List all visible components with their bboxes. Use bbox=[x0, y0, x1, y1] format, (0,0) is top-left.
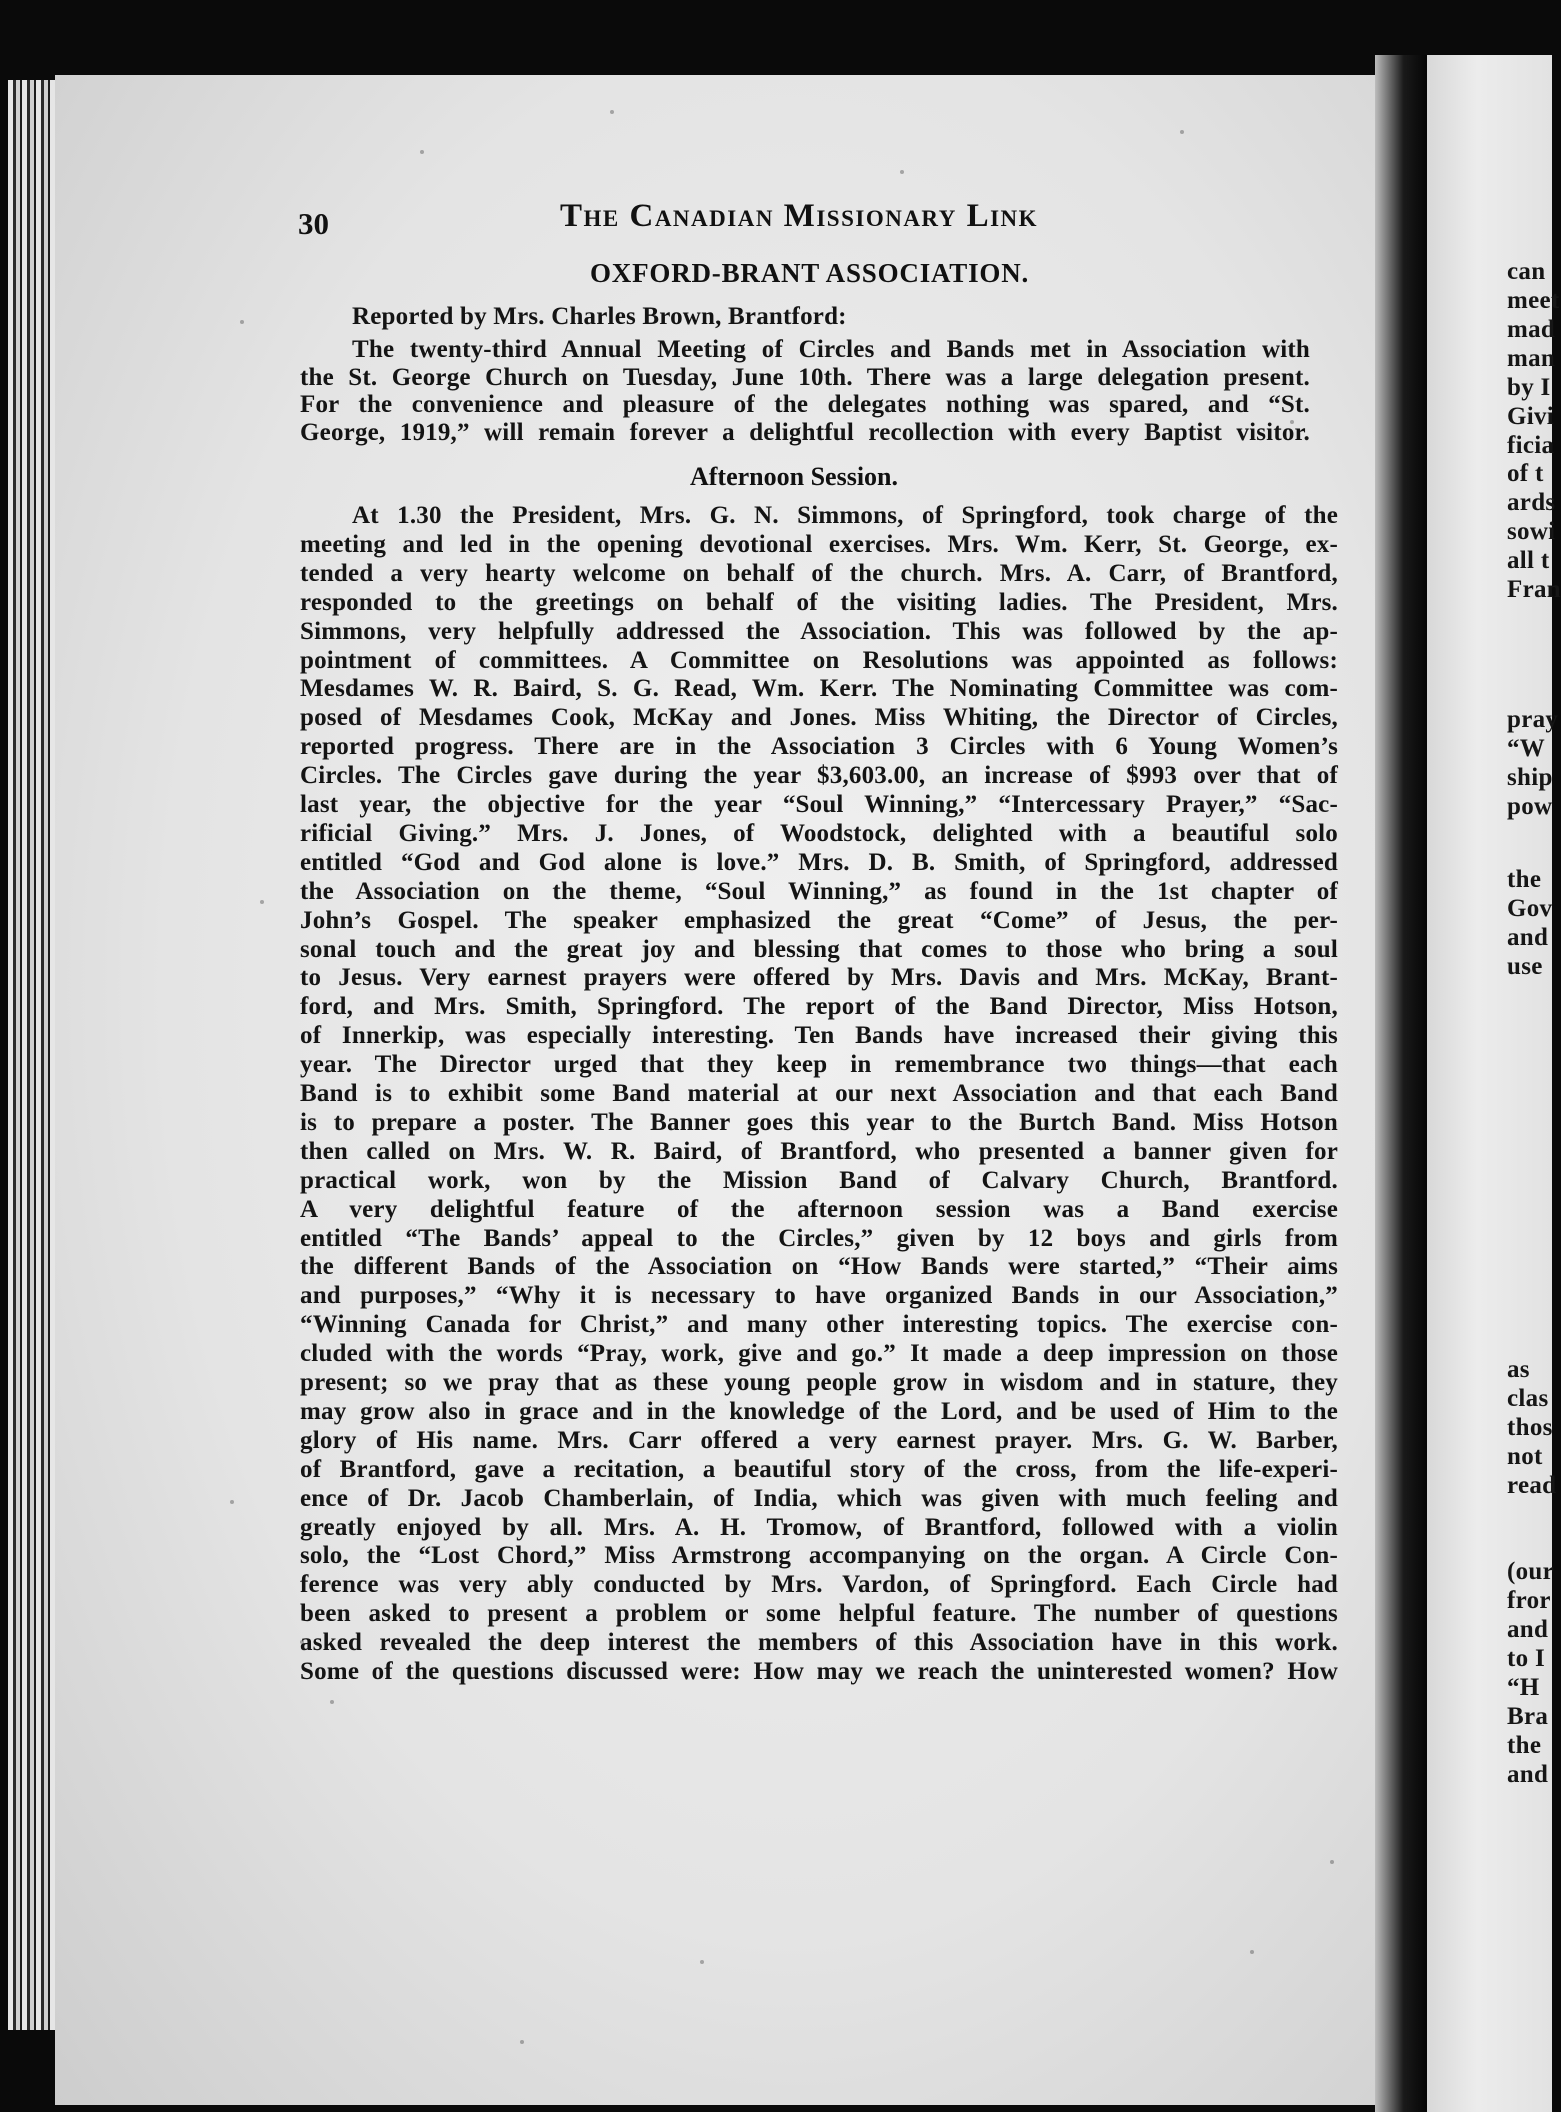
intro_lines-line: For the convenience and pleasure of the delegates nothing was spared, and “St. bbox=[300, 391, 1310, 418]
right-page-word: use bbox=[1507, 953, 1543, 980]
right-page-word: ards bbox=[1507, 489, 1556, 516]
scan-speck bbox=[260, 900, 264, 904]
body_lines-line: been asked to present a problem or some helpful feature. The number of questions bbox=[300, 1600, 1338, 1628]
body_lines-line: A very delightful feature of the afternoon session was a Band exercise bbox=[300, 1195, 1338, 1223]
right-page-word: of t bbox=[1507, 460, 1544, 487]
scan-speck bbox=[300, 1640, 304, 1644]
body_lines-line: asked revealed the deep interest the members of this Association have in this work. bbox=[300, 1629, 1338, 1657]
right-page-word: thos bbox=[1507, 1414, 1553, 1441]
right-page-word: (our bbox=[1507, 1558, 1555, 1585]
intro_lines-line: the St. George Church on Tuesday, June 10th. There was a large delegation present. bbox=[300, 363, 1310, 391]
body_lines-line: the Association on the theme, “Soul Winning,” as found in the 1st chapter of bbox=[300, 877, 1338, 905]
body_lines-line: rificial Giving.” Mrs. J. Jones, of Woodstock, delighted with a beautiful solo bbox=[300, 819, 1338, 847]
scan-speck bbox=[1290, 420, 1294, 424]
body_lines-line: may grow also in grace and in the knowledge of the Lord, and be used of Him to the bbox=[300, 1397, 1338, 1425]
body_lines-line: the different Bands of the Association on “How Bands were started,” “Their aims bbox=[300, 1253, 1338, 1281]
body_lines-line: ford, and Mrs. Smith, Springford. The report of the Band Director, Miss Hotson, bbox=[300, 993, 1338, 1021]
scan-speck bbox=[420, 150, 424, 154]
body_lines-line: last year, the objective for the year “Soul Winning,” “Intercessary Prayer,” “Sac- bbox=[300, 791, 1338, 818]
right-page-word: “W bbox=[1507, 735, 1546, 762]
right-page-word: “H bbox=[1507, 1674, 1540, 1701]
body_lines-line: pointment of committees. A Committee on Resolutions was appointed as follows: bbox=[300, 646, 1338, 674]
scan-speck bbox=[330, 1700, 334, 1704]
scan-speck bbox=[700, 1960, 704, 1964]
body_lines-line: ence of Dr. Jacob Chamberlain, of India, which was given with much feeling and bbox=[300, 1484, 1338, 1512]
right-page-word: pow bbox=[1507, 793, 1553, 820]
body_lines-line: of Brantford, gave a recitation, a beautiful story of the cross, from the life-experi- bbox=[300, 1455, 1338, 1483]
scan-speck bbox=[1250, 1950, 1254, 1954]
right-page-word: by I bbox=[1507, 374, 1551, 401]
right-page-word: mad bbox=[1507, 316, 1556, 343]
scan-speck bbox=[1300, 1010, 1304, 1014]
intro_lines-line: The twenty-third Annual Meeting of Circles and Bands met in Association with bbox=[352, 336, 1310, 363]
reporter-line: Reported by Mrs. Charles Brown, Brantford: bbox=[352, 303, 847, 330]
scan-speck bbox=[1180, 130, 1184, 134]
right-page-word: man bbox=[1507, 345, 1556, 372]
body_lines-line: cluded with the words “Pray, work, give and go.” It made a deep impression on those bbox=[300, 1340, 1338, 1368]
body_lines-line: Some of the questions discussed were: How may we reach the uninterested women? How bbox=[300, 1658, 1338, 1685]
right-page-word: clas bbox=[1507, 1385, 1549, 1412]
body_lines-line: Simmons, very helpfully addressed the Association. This was followed by the ap- bbox=[300, 617, 1338, 645]
body_lines-line: of Innerkip, was especially interesting. Ten Bands have increased their giving this bbox=[300, 1022, 1338, 1050]
body_lines-line: Mesdames W. R. Baird, S. G. Read, Wm. Kerr. The Nominating Committee was com- bbox=[300, 675, 1338, 703]
right-page-word: and bbox=[1507, 1761, 1549, 1788]
right-page-word: fror bbox=[1507, 1587, 1551, 1614]
body_lines-line: entitled “God and God alone is love.” Mrs. D. B. Smith, of Springford, addressed bbox=[300, 848, 1338, 876]
body_lines-line: is to prepare a poster. The Banner goes this year to the Burtch Band. Miss Hotson bbox=[300, 1108, 1338, 1136]
right-page-word: and bbox=[1507, 1616, 1549, 1643]
right-page-word: Givi bbox=[1507, 403, 1555, 430]
body_lines-line: John’s Gospel. The speaker emphasized the great “Come” of Jesus, the per- bbox=[300, 906, 1338, 934]
right-page-word: not bbox=[1507, 1443, 1543, 1470]
body_lines-line: greatly enjoyed by all. Mrs. A. H. Tromow, of Brantford, followed with a violin bbox=[300, 1513, 1338, 1541]
body_lines-line: glory of His name. Mrs. Carr offered a very earnest prayer. Mrs. G. W. Barber, bbox=[300, 1426, 1338, 1454]
right-page-word: read bbox=[1507, 1472, 1557, 1499]
body_lines-line: solo, the “Lost Chord,” Miss Armstrong accompanying on the organ. A Circle Con- bbox=[300, 1542, 1338, 1570]
body_lines-line: Band is to exhibit some Band material at our next Association and that each Band bbox=[300, 1080, 1338, 1107]
right-page-word: the bbox=[1507, 866, 1542, 893]
scan-speck bbox=[240, 320, 244, 324]
right-page-word: Bra bbox=[1507, 1703, 1549, 1730]
body_lines-line: reported progress. There are in the Association 3 Circles with 6 Young Women’s bbox=[300, 733, 1338, 761]
right-page-word: pray bbox=[1507, 706, 1559, 733]
right-page-word: ship bbox=[1507, 764, 1553, 791]
page-number: 30 bbox=[298, 206, 329, 241]
body_lines-line: posed of Mesdames Cook, McKay and Jones. Miss Whiting, the Director of Circles, bbox=[300, 704, 1338, 732]
running-title: The Canadian Missionary Link bbox=[560, 198, 1039, 234]
body_lines-line: ference was very ably conducted by Mrs. Vardon, of Springford. Each Circle had bbox=[300, 1571, 1338, 1599]
right-page-word: can bbox=[1507, 258, 1546, 285]
body_lines-line: year. The Director urged that they keep in remembrance two things—that each bbox=[300, 1051, 1338, 1079]
right-page-fragment bbox=[1427, 55, 1561, 2112]
right-page-word: ficia bbox=[1507, 432, 1555, 459]
scan-speck bbox=[520, 2040, 524, 2044]
scan-speck bbox=[610, 110, 614, 114]
body_lines-line: entitled “The Bands’ appeal to the Circles,” given by 12 boys and girls from bbox=[300, 1224, 1338, 1252]
right-page-word: sowi bbox=[1507, 518, 1556, 545]
scan-speck bbox=[900, 170, 904, 174]
scan-speck bbox=[230, 1500, 234, 1504]
right-page-word: and bbox=[1507, 924, 1549, 951]
body_lines-line: to Jesus. Very earnest prayers were offered by Mrs. Davis and Mrs. McKay, Brant- bbox=[300, 964, 1338, 992]
right-page-word: Fran bbox=[1507, 576, 1561, 603]
scan-speck bbox=[1330, 1860, 1334, 1864]
right-page-word: to I bbox=[1507, 1645, 1546, 1672]
right-page-word: as bbox=[1507, 1356, 1530, 1383]
subheading: Afternoon Session. bbox=[690, 462, 899, 491]
section-title: OXFORD-BRANT ASSOCIATION. bbox=[590, 258, 1030, 288]
body_lines-line: practical work, won by the Mission Band of Calvary Church, Brantford. bbox=[300, 1166, 1338, 1194]
right-page-word: all t bbox=[1507, 547, 1550, 574]
body_lines-line: and purposes,” “Why it is necessary to have organized Bands in our Association,” bbox=[300, 1282, 1338, 1310]
body_lines-line: meeting and led in the opening devotional exercises. Mrs. Wm. Kerr, St. George, ex- bbox=[300, 530, 1338, 558]
right-page-word: Gov bbox=[1507, 895, 1553, 922]
body_lines-line: Circles. The Circles gave during the year $3,603.00, an increase of $993 over that of bbox=[300, 762, 1338, 790]
body_lines-line: responded to the greetings on behalf of the visiting ladies. The President, Mrs. bbox=[300, 588, 1338, 616]
body_lines-line: tended a very hearty welcome on behalf of the church. Mrs. A. Carr, of Brantford, bbox=[300, 559, 1338, 587]
intro_lines-line: George, 1919,” will remain forever a delightful recollection with every Baptist visitor. bbox=[300, 418, 1310, 446]
book-gutter bbox=[1375, 55, 1427, 2112]
body_lines-line: At 1.30 the President, Mrs. G. N. Simmons, of Springford, took charge of the bbox=[352, 502, 1338, 529]
right-page-word: the bbox=[1507, 1732, 1542, 1759]
body_lines-line: “Winning Canada for Christ,” and many other interesting topics. The exercise con- bbox=[300, 1311, 1338, 1339]
body_lines-line: then called on Mrs. W. R. Baird, of Brantford, who presented a banner given for bbox=[300, 1137, 1338, 1165]
body_lines-line: present; so we pray that as these young people grow in wisdom and in stature, they bbox=[300, 1369, 1338, 1396]
right-page-word: meet bbox=[1507, 287, 1560, 314]
body_lines-line: sonal touch and the great joy and blessing that comes to those who bring a soul bbox=[300, 935, 1338, 963]
